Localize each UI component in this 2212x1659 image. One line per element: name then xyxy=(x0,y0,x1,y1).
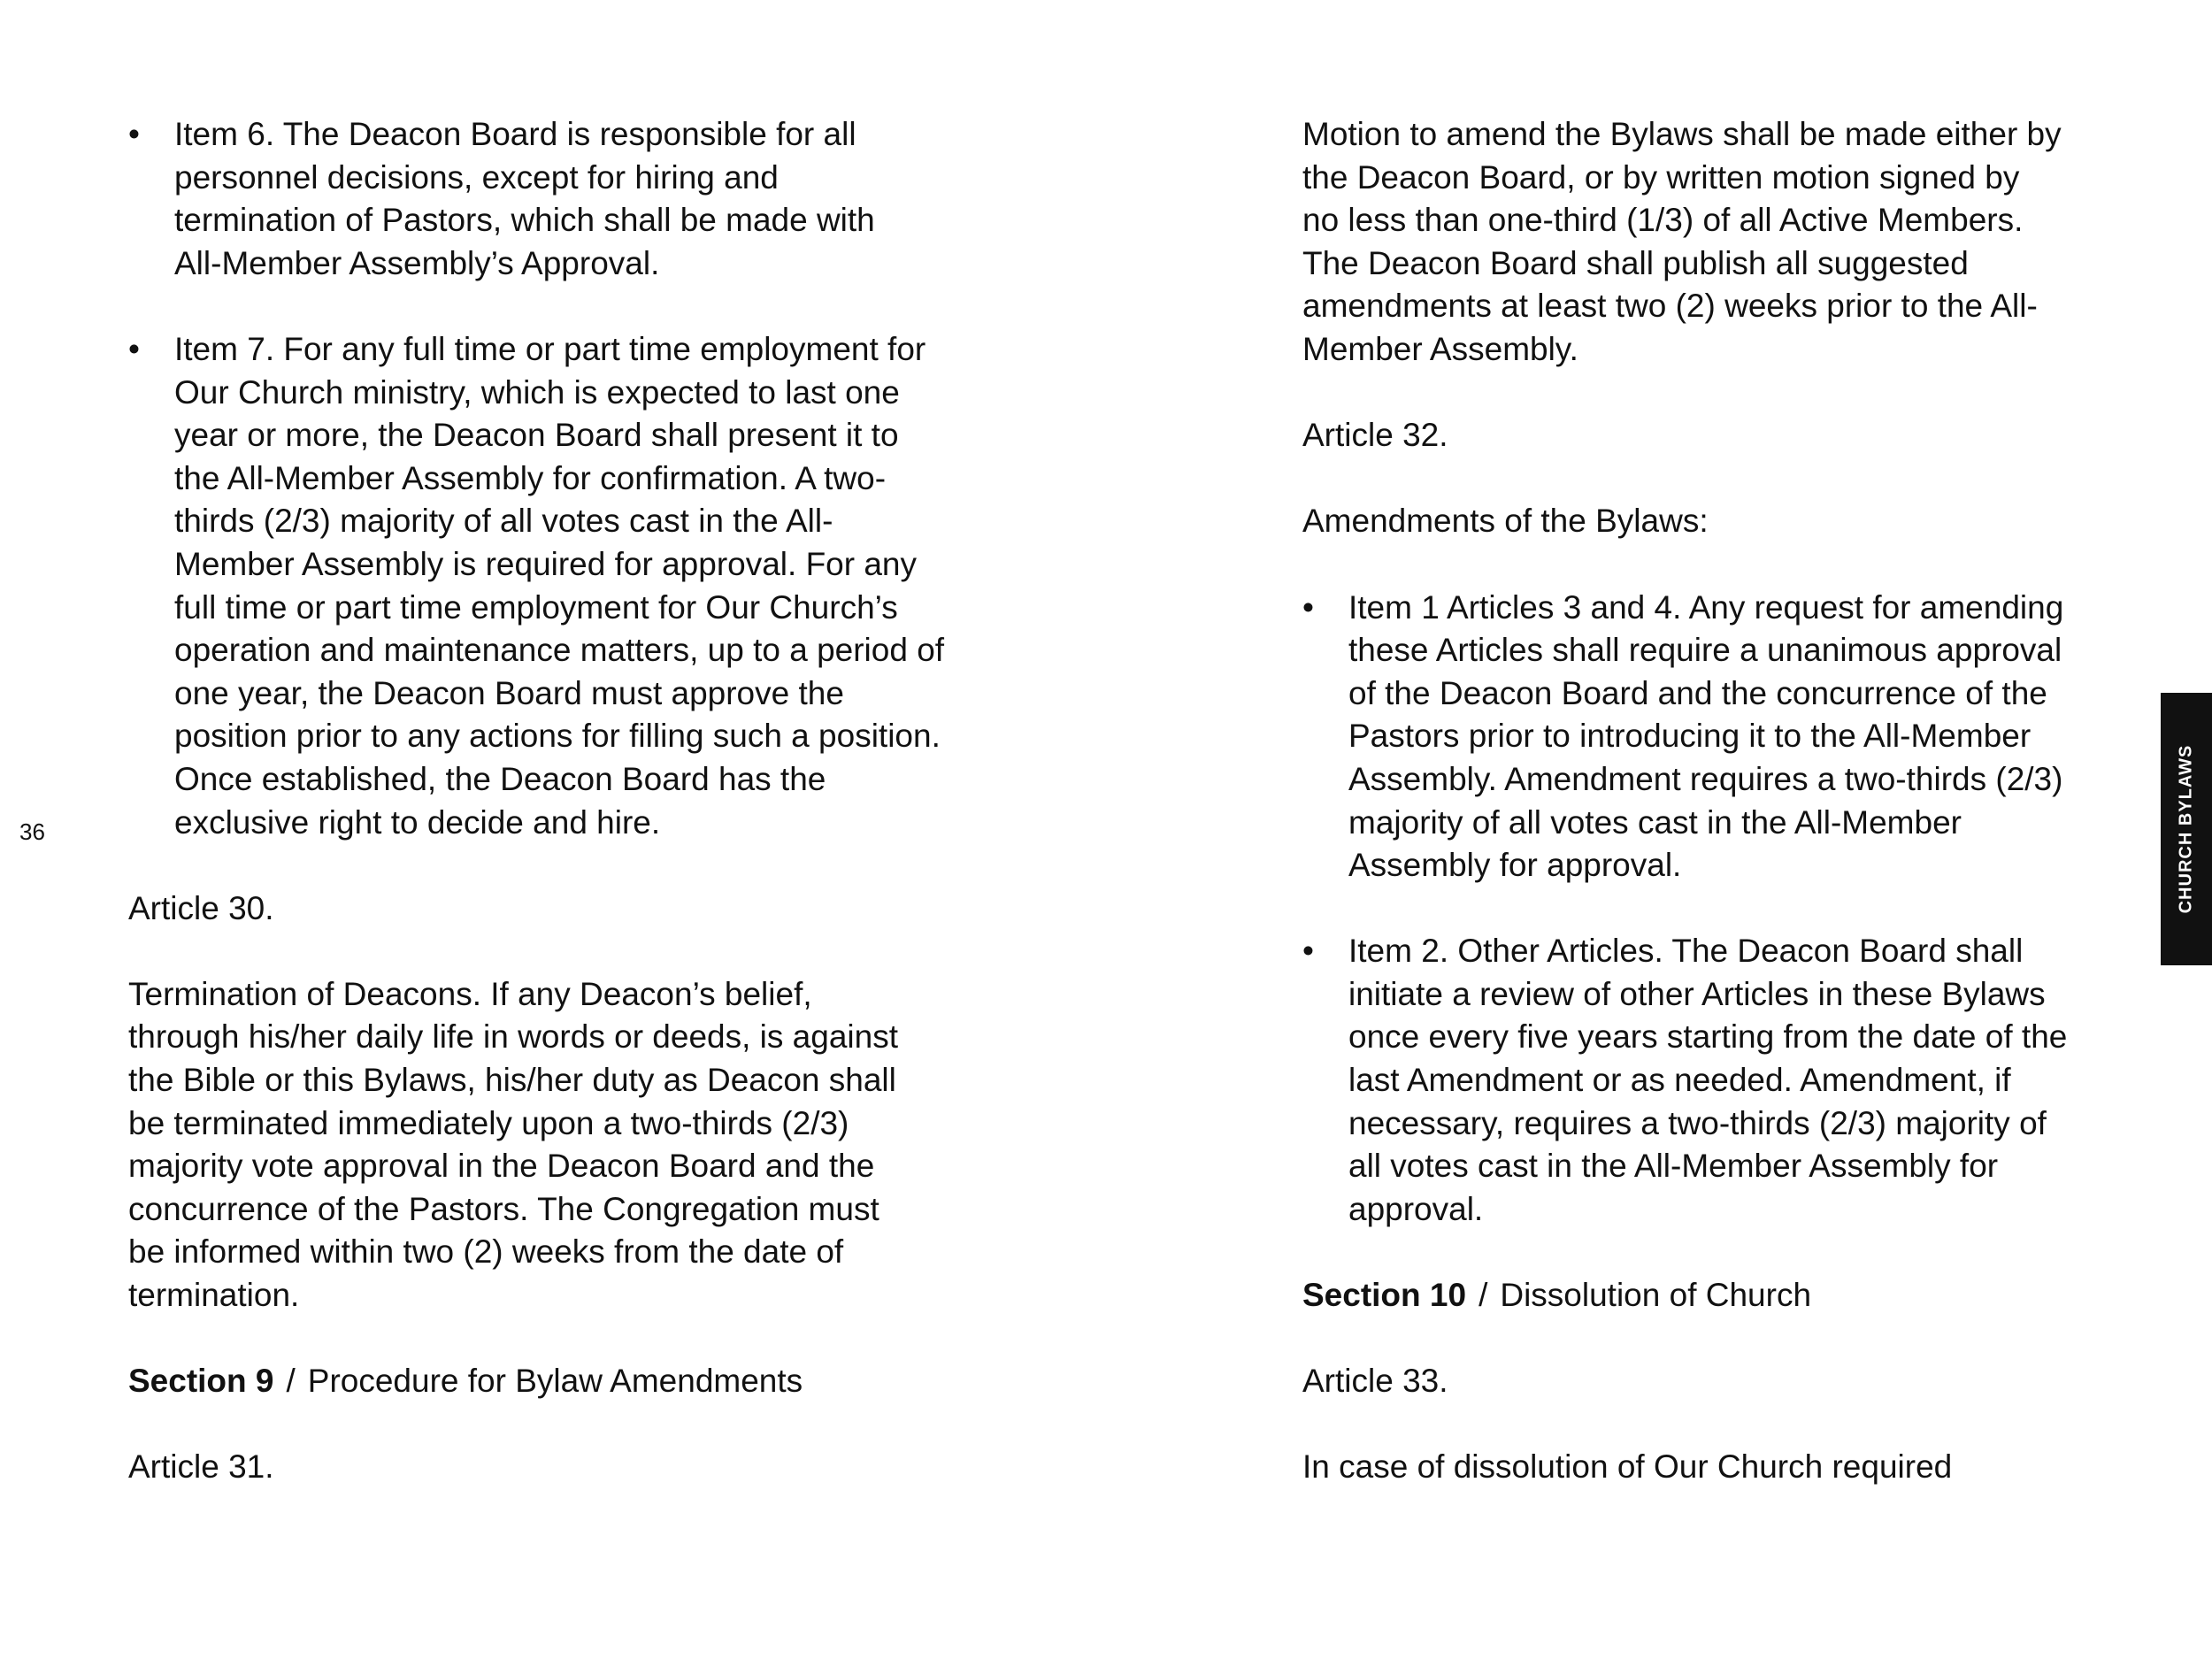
article-31-heading: Article 31. xyxy=(128,1448,274,1486)
amendment-items-list xyxy=(1302,587,2099,887)
article-33-heading: Article 33. xyxy=(1302,1363,1448,1400)
list-item-6: • Item 6. The Deacon Board is responsible for all personnel decisions, except for hiring and termination of Pastors, which shall be made with All-Member Assembly’s Approval. xyxy=(128,113,926,285)
list-item-1: • Item 1 Articles 3 and 4. Any request for amending these Articles shall require a unanimous approval of the Deacon Board and the concurrence of the Pastors prior to introducing it to the All-Member Assembly. Amendment requires a two-thirds (2/3) majority of all votes cast in the All-Member Assembly for approval. xyxy=(1302,587,2083,887)
article-32-heading: Article 32. xyxy=(1302,417,1448,454)
article-30-heading: Article 30. xyxy=(128,889,274,926)
section-10-heading xyxy=(1302,1274,2099,1317)
section-10-separator: / xyxy=(1479,1277,1488,1314)
section-9-separator: / xyxy=(286,1363,296,1400)
section-9-label: Section 9 xyxy=(128,1363,274,1400)
list-item-7: • Item 7. For any full time or part time employment for Our Church ministry, which is expected to last one year or more, the Deacon Board shall present it to the All-Member Assembly for confirmation. A two-thirds (2/3) majority of all votes cast in the All-Member Assembly is required for approval. For any full time or part time employment for Our Church’s operation and maintenance matters, up to a period of one year, the Deacon Board must approve the position prior to any actions for filling such a position. Once established, the Deacon Board has the exclusive right to decide and hire. xyxy=(128,328,953,844)
right-column xyxy=(1302,113,2099,1532)
article-33-text: In case of dissolution of Our Church required xyxy=(1302,1448,1953,1486)
motion-text: Motion to amend the Bylaws shall be made either by the Deacon Board, or by written motion signed by no less than one-third (1/3) of all Active Members. The Deacon Board shall publish all suggested amendments at least two (2) weeks prior to the All-Member Assembly. xyxy=(1302,116,2062,367)
deacon-items-list-2 xyxy=(128,328,945,844)
amendment-items-list-2 xyxy=(1302,930,2099,1231)
section-10-title: Dissolution of Church xyxy=(1500,1277,1812,1314)
section-9-title: Procedure for Bylaw Amendments xyxy=(307,1363,803,1400)
list-item-2: • Item 2. Other Articles. The Deacon Board shall initiate a review of other Articles in these Bylaws once every five years starting from the date of the last Amendment or as needed. Amendment, if necessary, requires a two-thirds (2/3) majority of all votes cast in the All-Member Assembly for approval. xyxy=(1302,930,2083,1231)
left-column xyxy=(128,113,945,1532)
side-tab-label: CHURCH BYLAWS xyxy=(2176,744,2196,914)
page-number: 36 xyxy=(19,818,45,845)
section-9-heading xyxy=(128,1360,925,1403)
article-30-text: Termination of Deacons. If any Deacon’s belief, through his/her daily life in words or deeds, is against the Bible or this Bylaws, his/her duty as Deacon shall be terminated immediately upon a two-thirds (2/3) majority vote approval in the Deacon Board and the concurrence of the Pastors. The Congregation must be informed within two (2) weeks from the date of termination. xyxy=(128,975,898,1314)
side-tab xyxy=(2161,693,2212,965)
section-10-label: Section 10 xyxy=(1302,1277,1467,1314)
amendments-intro: Amendments of the Bylaws: xyxy=(1302,503,1709,540)
deacon-items-list xyxy=(128,113,925,285)
